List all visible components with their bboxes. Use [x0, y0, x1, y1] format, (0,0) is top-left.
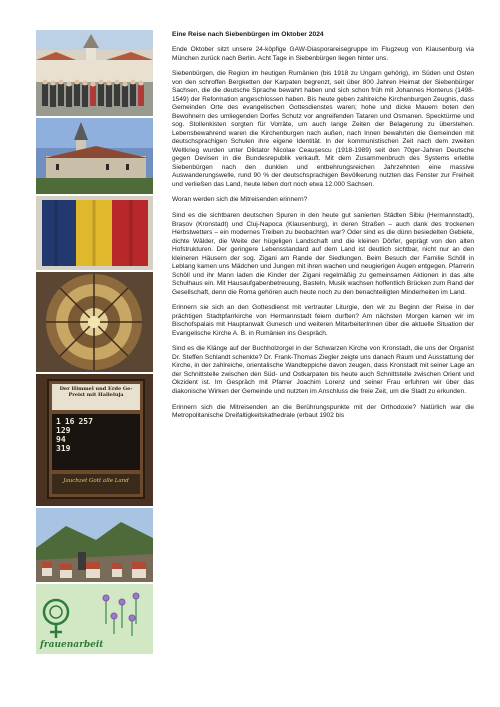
article-paragraph: Sind es die sichtbaren deutschen Spuren in den heute gut sanierten Städten Sibiu (Hermannstadt), Brașov (Kronstadt) und Cluj-Napoca (Klausenburg), in deren Straßen – auch dank des trockenen Herbstwetters – ein modernes Treiben zu beobachten war? Oder sind es die dünn besiedelten Gebiete, dichte Wälder, die Weite der hügeligen Landschaft und die kleinen Dörfer, geprägt von den alten Hofstrukturen. Der geringere Lebensstandard auf dem Land ist deutlich sichtbar, nicht nur an den kleineren Häusern der sog. Zigani am Rande der Siedlungen. Beim Besuch der Familie Schöll in Leblang kamen uns Mädchen und Jungen mit ihren wachen und neugierigen Augen entgegen. Pfarrerin Schöll und ihr Mann laden die Kinder der Zigani regelmäßig zu gemeinsamen Aktionen in das alte Schulhaus ein. Mit Hausaufgabenbetreuung, Basteln, Musik wachsen hoffentlich Brücken zum Rand der Gesellschaft, denn die Roma gehören auch heute noch zu den benachteiligten Minderheiten im Land. — [172, 212, 474, 296]
hymn-board-motto: Jauchzet Gott alle Land — [63, 478, 129, 484]
article-paragraph: Sind es die Klänge auf der Buchholzorgel in der Schwarzen Kirche von Kronstadt, die uns der Organist Dr. Steffen Schlandt schenkte? Dr. Frank-Thomas Ziegler zeigte uns danach Raum und Ausstattung der Kirche, in der zahlreiche, orientalische Wandteppiche davon zeugen, dass Kronstadt mit seiner Lage an der Schnittstelle zwischen den Süd- und Ostkarpaten bis heute auch Schnittstelle zwischen Orient und Okzident ist. Im Gespräch mit Pfarrer Joachim Lorenz und seiner Frau erfuhren wir über das diakonische Wirken der Gemeinde und nutzten im Anschluss die freie Zeit, um die Stadt zu erkunden. — [172, 345, 474, 395]
group-photo — [36, 30, 153, 116]
article-title: Eine Reise nach Siebenbürgen im Oktober 2024 — [172, 31, 324, 38]
article-paragraph: Siebenbürgen, die Region im heutigen Rumänien (bis 1918 zu Ungarn gehörig), im Süden und Osten von den schroffen Bergketten der Karpaten begrenzt, seit über 800 Jahren Heimat der Siebenbürger Sachsen, die die deutsche Sprache bewahrt haben und sich schon früh mit Johannes Honterus (1498-1549) der Reformation angeschlossen haben. Bis heute geben zahlreiche Kirchenburgen Zeugnis, dass Gemeinden Orte des evangelischen Gottesdienstes waren; hohe und dicke Mauern boten den Bewohnern des umliegenden Dorfes Schutz vor angreifenden Tataren und Osmanen. Specktürme und sog. Stollenkisten sorgten für Vorräte, um auch lange Zeiten der Belagerung zu überstehen. Lebensbewahrend waren die Kirchenburgen nach außen, nach Innen bewahrten die Gemeinden mit deutschsprachigen Schulen ihre eigene Identität. In der kommunistischen Zeit nach dem zweiten Weltkrieg wurden unter Diktator Nicolae Ceaușescu (1918-1989) seit den 70ger-Jahren Deutsche gegen Devisen in die Bundesrepublik verkauft. Mit dem Zusammenbruch des Systems erlebte Siebenbürgen nach den dunklen und entbehrungsreichen Jahrzehnten eine massive Auswanderungswelle, rund 90 % der deutschsprachigen Bevölkerung nutzten das Fenster zur Freiheit und verließen das Land, heute leben dort noch etwa 12.000 Sachsen. — [172, 70, 474, 188]
article-paragraph: Woran werden sich die Mitreisenden erinnern? — [172, 196, 308, 204]
article — [172, 31, 474, 428]
hymn-number: 16 — [64, 417, 75, 426]
logo-text: frauenarbeit — [40, 640, 104, 650]
hymn-board-header: Der Himmel und Erde Ge- Preist mit Halleluja — [59, 386, 133, 398]
hymn-number: 94 — [56, 435, 66, 444]
article-paragraph: Erinnern sich die Mitreisenden an die Berührungspunkte mit der Orthodoxie? Natürlich war die Metropolitanische Dreifaltigkeitskathedrale (erbaut 1902 bis — [172, 403, 474, 420]
fortified-church-photo — [36, 118, 153, 194]
photo-column — [36, 30, 153, 656]
article-paragraph: Erinnern sie sich an den Gottesdienst mit vertrauter Liturgie, den wir zu Beginn der Reise in der prächtigen Stadtpfarrkirche von Hermannstadt feiern durften? Am nächsten Morgen kamen wir im Bischofspalais mit Hauptanwalt Gunesch und weiteren MitarbeiterInnen über die aktuelle Situation der Evangelische Kirche A. B. in Rumänien ins Gespräch. — [172, 304, 474, 337]
article-paragraph: Ende Oktober sitzt unsere 24-köpfige GAW-Diasporareisegruppe im Flugzeug von Klausenburg via München zurück nach Berlin. Acht Tage in Siebenbürgen liegen hinter uns. — [172, 46, 474, 62]
city-landscape-photo — [36, 508, 153, 582]
hymn-number: 1 — [56, 417, 61, 426]
hymn-number: 129 — [56, 426, 71, 435]
frauenarbeit-logo — [36, 584, 153, 654]
flag-photo — [36, 196, 153, 270]
hymn-board-photo — [36, 374, 153, 506]
dome-interior-photo — [36, 272, 153, 372]
hymn-number: 257 — [78, 417, 93, 426]
hymn-number: 319 — [56, 444, 71, 453]
